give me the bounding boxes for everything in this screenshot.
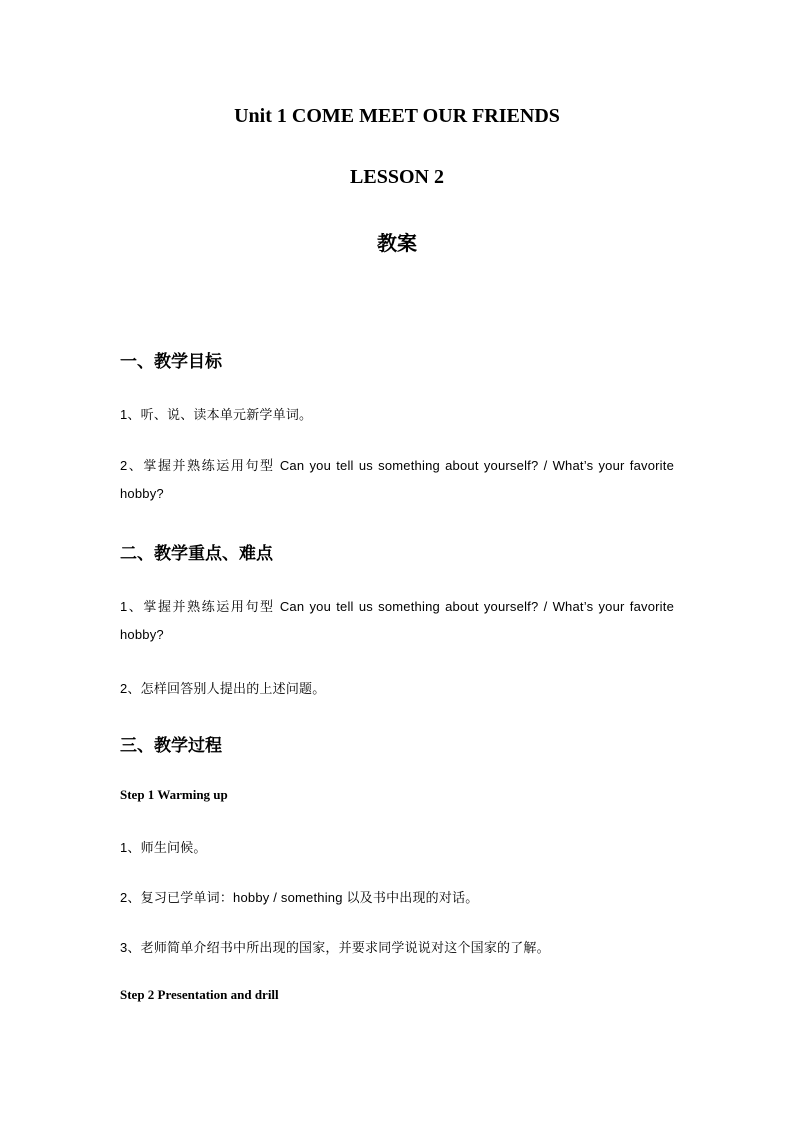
document-type-title: 教案 bbox=[377, 231, 417, 255]
goals-item-2-line-2: hobby? bbox=[120, 486, 164, 501]
key-points-item-1-line-2: hobby? bbox=[120, 627, 164, 642]
step-1-item-3: 3、老师简单介绍书中所出现的国家，并要求同学说说对这个国家的了解。 bbox=[120, 940, 550, 955]
step-1-item-2: 2、复习已学单词：hobby / something 以及书中出现的对话。 bbox=[120, 890, 479, 905]
step-2-title: Step 2 Presentation and drill bbox=[120, 987, 279, 1002]
goals-item-2-line-1: 2、掌握并熟练运用句型 Can you tell us something about yourself? / What’s your favorite bbox=[120, 458, 674, 473]
key-points-item-2: 2、怎样回答别人提出的上述问题。 bbox=[120, 681, 326, 696]
section-heading-process: 三、教学过程 bbox=[120, 736, 222, 756]
section-heading-key-points: 二、教学重点、难点 bbox=[120, 544, 273, 564]
lesson-title: LESSON 2 bbox=[350, 166, 444, 188]
section-heading-goals: 一、教学目标 bbox=[120, 352, 222, 372]
key-points-item-1-line-1: 1、掌握并熟练运用句型 Can you tell us something about yourself? / What’s your favorite bbox=[120, 599, 674, 614]
step-1-item-1: 1、师生问候。 bbox=[120, 840, 207, 855]
unit-title: Unit 1 COME MEET OUR FRIENDS bbox=[234, 105, 560, 127]
goals-item-1: 1、听、说、读本单元新学单词。 bbox=[120, 407, 313, 422]
step-1-title: Step 1 Warming up bbox=[120, 787, 228, 802]
